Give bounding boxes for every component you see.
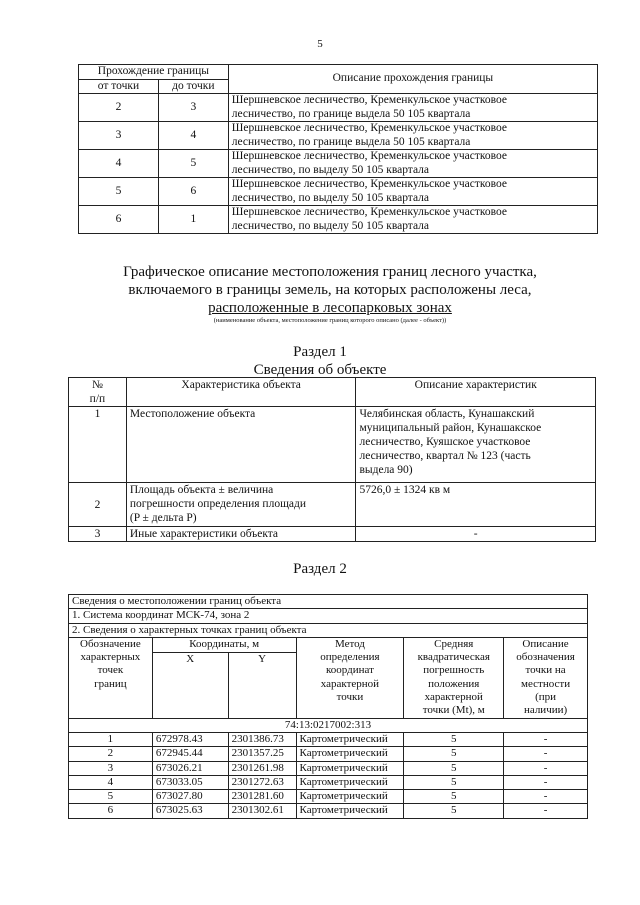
table-row (79, 122, 598, 150)
header-to-point: до точки (158, 79, 228, 94)
header-description: Описание прохождения границы (228, 65, 597, 94)
to-point: 3 (158, 94, 228, 122)
description-line: Шершневское лесничество, Кременкульское участковое (231, 94, 507, 106)
header-error (404, 637, 504, 718)
boundary-description (228, 122, 597, 150)
to-point: 6 (158, 178, 228, 206)
point-id: 3 (69, 761, 153, 775)
to-point: 5 (158, 150, 228, 178)
header-line: точки на (525, 664, 566, 677)
characteristic-description (356, 407, 596, 483)
header-line: местности (521, 677, 571, 690)
description-line: лесничество, по границе выдела 50 105 квартала (231, 107, 471, 120)
characteristic-line: Площадь объекта ± величина (129, 484, 274, 496)
section1-heading (0, 343, 640, 379)
boundary-passage-table (78, 64, 598, 234)
point-method: Картометрический (296, 790, 404, 804)
to-point: 4 (158, 122, 228, 150)
header-line: погрешность (423, 664, 485, 677)
table-row (69, 527, 596, 542)
characteristic (126, 483, 356, 527)
header-x: X (152, 652, 228, 718)
point-marking: - (504, 732, 588, 746)
info-line: 1. Система координат МСК-74, зона 2 (69, 609, 588, 623)
point-marking: - (504, 775, 588, 789)
point-id: 1 (69, 732, 153, 746)
row-number: 2 (69, 483, 127, 527)
point-y: 2301357.25 (228, 747, 296, 761)
boundary-description (228, 206, 597, 234)
point-y: 2301386.73 (228, 732, 296, 746)
header-boundary-group: Прохождение границы (79, 65, 229, 80)
table-row (69, 483, 596, 527)
header-line: Обозначение (80, 637, 141, 650)
row-number: 3 (69, 527, 127, 542)
point-error: 5 (404, 761, 504, 775)
table-row (69, 747, 588, 761)
description-line: Шершневское лесничество, Кременкульское участковое (231, 206, 507, 218)
header-line: наличии) (523, 704, 568, 717)
from-point: 6 (79, 206, 159, 234)
header-from-point: от точки (79, 79, 159, 94)
table-row (69, 407, 596, 483)
title-note: (наименование объекта, местоположение границ которого описано (далее - объект)) (213, 317, 447, 324)
header-coordinates: Координаты, м (152, 637, 296, 652)
point-x: 673026.21 (152, 761, 228, 775)
row-number: 1 (69, 407, 127, 483)
description-line: Шершневское лесничество, Кременкульское участковое (231, 178, 507, 190)
header-method (296, 637, 404, 718)
point-id: 5 (69, 790, 153, 804)
point-method: Картометрический (296, 761, 404, 775)
point-method: Картометрический (296, 775, 404, 789)
table-row (79, 178, 598, 206)
point-id: 4 (69, 775, 153, 789)
boundary-description (228, 94, 597, 122)
cadastral-number: 74:13:0217002:313 (69, 718, 588, 732)
description-line: лесничество, по границе выдела 50 105 квартала (231, 135, 471, 148)
description-line: лесничество, по выделу 50 105 квартала (231, 163, 430, 176)
header-characteristic: Характеристика объекта (126, 378, 356, 407)
header-line: точек (97, 664, 124, 677)
header-line: границ (94, 677, 127, 690)
characteristic-line: погрешности определения площади (129, 498, 307, 510)
header-marking (504, 637, 588, 718)
point-y: 2301272.63 (228, 775, 296, 789)
point-y: 2301281.60 (228, 790, 296, 804)
header-line: характерных (80, 651, 141, 664)
point-marking: - (504, 747, 588, 761)
header-line: Описание (522, 637, 569, 650)
header-line: Метод (334, 637, 365, 650)
boundary-description (228, 150, 597, 178)
characteristic: Местоположение объекта (126, 407, 356, 483)
boundary-points-table (68, 594, 588, 819)
from-point: 3 (79, 122, 159, 150)
table-row (79, 94, 598, 122)
point-x: 673027.80 (152, 790, 228, 804)
table-row (69, 804, 588, 818)
description-line: лесничество, по выделу 50 105 квартала (231, 219, 430, 232)
description-line: выдела 90) (359, 464, 413, 476)
point-marking: - (504, 761, 588, 775)
point-id: 2 (69, 747, 153, 761)
point-id: 6 (69, 804, 153, 818)
page-number: 5 (317, 38, 323, 50)
document-title (80, 263, 580, 317)
header-line: (при (535, 691, 557, 704)
description-line: муниципальный район, Кунашакское (359, 422, 542, 434)
description-line: лесничество, квартал № 123 (часть (359, 450, 531, 462)
description-line: лесничество, Куяшское участковое (359, 436, 531, 448)
title-object-name: расположенные в лесопарковых зонах (208, 300, 452, 316)
characteristic-description: 5726,0 ± 1324 кв м (356, 483, 596, 527)
header-line: точки (336, 691, 364, 704)
info-line: 2. Сведения о характерных точках границ объекта (69, 623, 588, 637)
table-row (69, 775, 588, 789)
point-x: 672945.44 (152, 747, 228, 761)
point-marking: - (504, 804, 588, 818)
header-description: Описание характеристик (356, 378, 596, 407)
point-x: 672978.43 (152, 732, 228, 746)
description-line: Шершневское лесничество, Кременкульское участковое (231, 122, 507, 134)
header-line: Средняя (434, 637, 474, 650)
from-point: 4 (79, 150, 159, 178)
point-x: 673025.63 (152, 804, 228, 818)
characteristic-line: (P ± дельта P) (129, 512, 197, 524)
header-line: координат (325, 664, 374, 677)
description-line: Шершневское лесничество, Кременкульское участковое (231, 150, 507, 162)
point-x: 673033.05 (152, 775, 228, 789)
header-line: характерной (320, 677, 380, 690)
object-info-table (68, 377, 596, 542)
header-number (69, 378, 127, 407)
point-method: Картометрический (296, 804, 404, 818)
point-y: 2301261.98 (228, 761, 296, 775)
info-line: Сведения о местоположении границ объекта (69, 595, 588, 609)
point-error: 5 (404, 775, 504, 789)
description-line: лесничество, по выделу 50 105 квартала (231, 191, 430, 204)
characteristic: Иные характеристики объекта (126, 527, 356, 542)
section1-title: Раздел 1 (293, 344, 347, 360)
header-point-id (69, 637, 153, 718)
table-row (69, 732, 588, 746)
header-number-line: п/п (89, 393, 106, 405)
table-row (69, 790, 588, 804)
header-line: обозначения (516, 651, 575, 664)
section1-subtitle: Сведения об объекте (253, 362, 387, 378)
title-line: включаемого в границы земель, на которых расположены леса, (128, 282, 532, 298)
table-row (79, 206, 598, 234)
from-point: 5 (79, 178, 159, 206)
point-error: 5 (404, 804, 504, 818)
table-row (79, 150, 598, 178)
point-y: 2301302.61 (228, 804, 296, 818)
header-line: положения (428, 677, 480, 690)
header-line: характерной (424, 691, 483, 704)
header-line: точки (Mt), м (422, 704, 485, 717)
point-method: Картометрический (296, 732, 404, 746)
point-error: 5 (404, 732, 504, 746)
characteristic-description: - (356, 527, 596, 542)
point-error: 5 (404, 747, 504, 761)
section2-heading: Раздел 2 (293, 561, 347, 577)
point-marking: - (504, 790, 588, 804)
to-point: 1 (158, 206, 228, 234)
description-line: Челябинская область, Кунашакский (359, 408, 535, 420)
header-number-line: № (91, 379, 103, 391)
header-line: квадратическая (417, 651, 490, 664)
from-point: 2 (79, 94, 159, 122)
point-method: Картометрический (296, 747, 404, 761)
point-error: 5 (404, 790, 504, 804)
header-y: Y (228, 652, 296, 718)
boundary-description (228, 178, 597, 206)
table-row (69, 761, 588, 775)
title-line: Графическое описание местоположения границ лесного участка, (123, 264, 537, 280)
header-line: определения (320, 651, 380, 664)
